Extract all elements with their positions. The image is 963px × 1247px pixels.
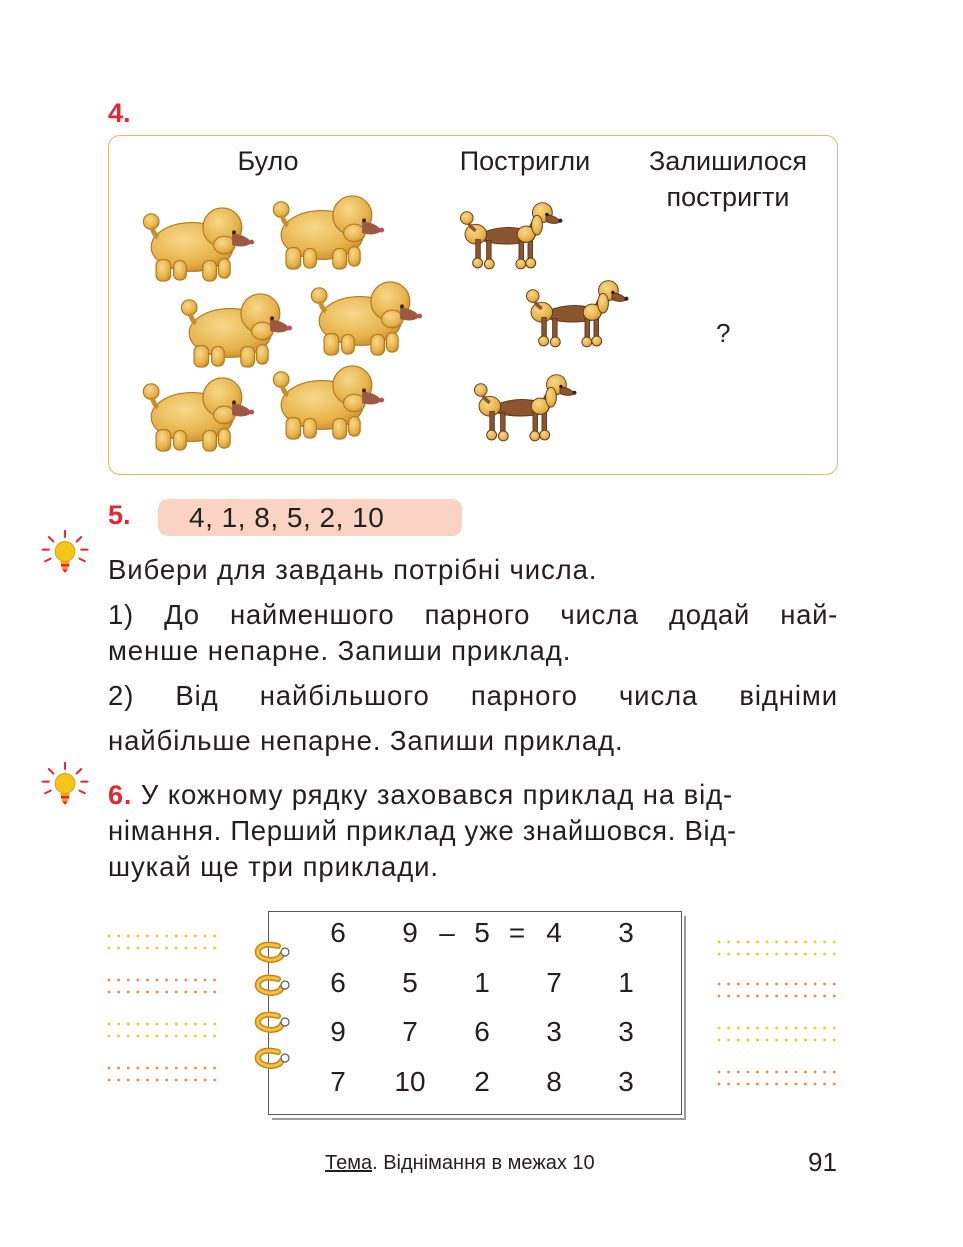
column-header-left-line1: Залишилося — [648, 146, 808, 176]
grid-cell: 3 — [618, 917, 634, 948]
decor-dot — [136, 935, 139, 938]
column-header-was: Було — [237, 146, 299, 176]
decor-dot — [184, 947, 187, 950]
decor-dot — [814, 1039, 817, 1042]
decor-dot — [184, 935, 187, 938]
decor-dot — [823, 1039, 826, 1042]
grid-cell: 5 — [402, 967, 418, 998]
decor-dot — [165, 1023, 168, 1026]
decor-dot — [175, 991, 178, 994]
poodle-unshorn-1 — [138, 206, 256, 284]
decor-dot — [746, 983, 749, 986]
footer-topic — [325, 1152, 595, 1175]
decor-dot — [204, 1067, 207, 1070]
decor-dot — [146, 1079, 149, 1082]
decor-dot — [136, 1067, 139, 1070]
decor-dot — [184, 979, 187, 982]
dot-decoration-left — [106, 930, 222, 1088]
decor-dot — [775, 1039, 778, 1042]
decor-dot — [727, 1027, 730, 1030]
decor-dot — [823, 941, 826, 944]
decor-dot — [165, 1035, 168, 1038]
decor-dot — [127, 947, 130, 950]
grid-cell: 6 — [474, 1016, 490, 1047]
decor-dot — [194, 1067, 197, 1070]
decor-dot — [775, 1027, 778, 1030]
decor-dot — [117, 935, 120, 938]
spiral-ring-icon — [252, 940, 292, 964]
decor-dot — [204, 979, 207, 982]
decor-dot — [833, 995, 836, 998]
decor-dot — [746, 995, 749, 998]
task-5-item1-line2: менше непарне. Запиши приклад. — [108, 635, 572, 666]
decor-dot — [108, 1023, 111, 1026]
grid-cell: – — [439, 917, 455, 948]
decor-dot — [184, 1079, 187, 1082]
decor-dot — [175, 1079, 178, 1082]
decor-dot — [127, 1023, 130, 1026]
task-5-number: 5. — [108, 500, 131, 530]
decor-dot — [756, 1071, 759, 1074]
decor-dot — [184, 1023, 187, 1026]
decor-dot — [718, 1071, 721, 1074]
decor-dot — [718, 941, 721, 944]
decor-dot — [146, 991, 149, 994]
decor-dot — [746, 1027, 749, 1030]
decor-dot — [814, 1083, 817, 1086]
decor-dot — [756, 995, 759, 998]
decor-dot — [794, 1027, 797, 1030]
poodle-shorn-3 — [470, 370, 578, 446]
decor-dot — [156, 1035, 159, 1038]
grid-cell: 6 — [330, 917, 346, 948]
decor-dot — [108, 1035, 111, 1038]
word: найбільшого — [259, 680, 430, 711]
grid-cell: 6 — [330, 967, 346, 998]
decor-dot — [213, 991, 216, 994]
decor-dot — [766, 1039, 769, 1042]
decor-dot — [213, 1035, 216, 1038]
decor-dot — [785, 1071, 788, 1074]
grid-cell: 3 — [618, 1016, 634, 1047]
decor-dot — [156, 1067, 159, 1070]
decor-dot — [727, 983, 730, 986]
grid-cell: 7 — [330, 1066, 346, 1097]
column-header-left-line2: постригти — [666, 182, 790, 212]
decor-dot — [794, 1039, 797, 1042]
decor-dot — [194, 979, 197, 982]
decor-dot — [146, 935, 149, 938]
decor-dot — [785, 1039, 788, 1042]
decor-dot — [737, 983, 740, 986]
decor-dot — [117, 1067, 120, 1070]
decor-dot — [127, 1079, 130, 1082]
decor-dot — [117, 991, 120, 994]
decor-dot — [746, 1071, 749, 1074]
decor-dot — [823, 1071, 826, 1074]
decor-dot — [184, 991, 187, 994]
decor-dot — [136, 1035, 139, 1038]
decor-dot — [833, 1083, 836, 1086]
decor-dot — [804, 995, 807, 998]
decor-dot — [213, 1023, 216, 1026]
decor-dot — [804, 1071, 807, 1074]
decor-dot — [156, 979, 159, 982]
task-6-line1-text: У кожному рядку заховався приклад на від- — [140, 779, 734, 810]
decor-dot — [775, 1071, 778, 1074]
decor-dot — [727, 1039, 730, 1042]
decor-dot — [156, 935, 159, 938]
decor-dot — [727, 941, 730, 944]
spiral-ring-icon — [252, 973, 292, 997]
decor-dot — [204, 947, 207, 950]
grid-cell: 4 — [546, 917, 562, 948]
decor-dot — [127, 1035, 130, 1038]
decor-dot — [213, 947, 216, 950]
grid-cell: 9 — [402, 917, 418, 948]
decor-dot — [213, 935, 216, 938]
task-6-line2: німання. Перший приклад уже знайшовся. Від- — [108, 815, 737, 846]
decor-dot — [814, 1071, 817, 1074]
decor-dot — [794, 1083, 797, 1086]
task-6-line1 — [108, 776, 838, 814]
decor-dot — [136, 1023, 139, 1026]
decor-dot — [775, 1083, 778, 1086]
decor-dot — [727, 1083, 730, 1086]
decor-dot — [718, 1083, 721, 1086]
decor-dot — [737, 941, 740, 944]
spiral-ring-icon — [252, 1010, 292, 1034]
decor-dot — [204, 1035, 207, 1038]
decor-dot — [794, 983, 797, 986]
word: Від — [175, 680, 219, 711]
decor-dot — [814, 941, 817, 944]
decor-dot — [785, 995, 788, 998]
decor-dot — [194, 935, 197, 938]
decor-dot — [804, 941, 807, 944]
word: 2) — [108, 680, 135, 711]
decor-dot — [108, 991, 111, 994]
decor-dot — [737, 1039, 740, 1042]
grid-cell: 10 — [394, 1066, 426, 1097]
decor-dot — [785, 1083, 788, 1086]
grid-cell: 1 — [474, 967, 490, 998]
decor-dot — [204, 935, 207, 938]
decor-dot — [823, 995, 826, 998]
decor-dot — [194, 1079, 197, 1082]
task-5-item2-line1 — [108, 677, 838, 714]
decor-dot — [146, 979, 149, 982]
decor-dot — [804, 1083, 807, 1086]
decor-dot — [108, 1079, 111, 1082]
decor-dot — [194, 991, 197, 994]
decor-dot — [766, 1027, 769, 1030]
number-set: 4, 1, 8, 5, 2, 10 — [189, 502, 385, 533]
decor-dot — [175, 979, 178, 982]
decor-dot — [146, 1067, 149, 1070]
decor-dot — [108, 1067, 111, 1070]
grid-cell: 5 — [474, 917, 490, 948]
decor-dot — [823, 983, 826, 986]
decor-dot — [746, 1039, 749, 1042]
decor-dot — [127, 935, 130, 938]
decor-dot — [136, 991, 139, 994]
decor-dot — [833, 983, 836, 986]
decor-dot — [127, 1067, 130, 1070]
decor-dot — [814, 995, 817, 998]
decor-dot — [756, 1083, 759, 1086]
grid-cell: 8 — [546, 1066, 562, 1097]
poodle-shorn-2 — [522, 276, 630, 352]
decor-dot — [204, 991, 207, 994]
task-6-line3: шукай ще три приклади. — [108, 851, 439, 882]
decor-dot — [756, 953, 759, 956]
decor-dot — [718, 995, 721, 998]
decor-dot — [156, 991, 159, 994]
decor-dot — [718, 1027, 721, 1030]
decor-dot — [146, 947, 149, 950]
lightbulb-icon — [38, 760, 92, 814]
decor-dot — [127, 991, 130, 994]
decor-dot — [146, 1023, 149, 1026]
decor-dot — [117, 1079, 120, 1082]
decor-dot — [756, 1027, 759, 1030]
decor-dot — [108, 947, 111, 950]
decor-dot — [194, 1035, 197, 1038]
decor-dot — [146, 1035, 149, 1038]
decor-dot — [718, 953, 721, 956]
grid-cell: 9 — [330, 1016, 346, 1047]
decor-dot — [727, 953, 730, 956]
decor-dot — [737, 953, 740, 956]
task-5-intro: Вибери для завдань потрібні числа. — [108, 554, 598, 585]
decor-dot — [117, 1023, 120, 1026]
footer-topic-text: . Віднімання в межах 10 — [372, 1152, 595, 1174]
decor-dot — [804, 953, 807, 956]
decor-dot — [794, 941, 797, 944]
decor-dot — [775, 995, 778, 998]
decor-dot — [165, 935, 168, 938]
decor-dot — [127, 979, 130, 982]
decor-dot — [785, 941, 788, 944]
decor-dot — [175, 1023, 178, 1026]
decor-dot — [117, 979, 120, 982]
decor-dot — [775, 941, 778, 944]
decor-dot — [785, 953, 788, 956]
column-header-sheared: Постригли — [459, 146, 591, 176]
task-5-item1-line1: 1) До найменшого парного числа додай най- — [108, 599, 838, 630]
decor-dot — [213, 1067, 216, 1070]
grid-cell: 7 — [402, 1016, 418, 1047]
decor-dot — [184, 1035, 187, 1038]
decor-dot — [175, 935, 178, 938]
decor-dot — [775, 953, 778, 956]
decor-dot — [165, 1067, 168, 1070]
grid-cell: 7 — [546, 967, 562, 998]
decor-dot — [737, 995, 740, 998]
question-mark: ? — [716, 318, 731, 348]
decor-dot — [794, 1071, 797, 1074]
decor-dot — [756, 1039, 759, 1042]
number-set-box — [158, 499, 462, 536]
decor-dot — [117, 1035, 120, 1038]
decor-dot — [794, 953, 797, 956]
decor-dot — [117, 947, 120, 950]
decor-dot — [165, 947, 168, 950]
decor-dot — [766, 983, 769, 986]
decor-dot — [794, 995, 797, 998]
decor-dot — [804, 1027, 807, 1030]
word: парного — [470, 680, 578, 711]
decor-dot — [746, 1083, 749, 1086]
footer-topic-label: Тема — [325, 1152, 373, 1174]
grid-cell: 3 — [546, 1016, 562, 1047]
decor-dot — [804, 1039, 807, 1042]
decor-dot — [823, 953, 826, 956]
decor-dot — [766, 953, 769, 956]
decor-dot — [756, 941, 759, 944]
decor-dot — [746, 953, 749, 956]
decor-dot — [136, 1079, 139, 1082]
spiral-ring-icon — [252, 1046, 292, 1070]
grid-cell: 1 — [618, 967, 634, 998]
decor-dot — [204, 1079, 207, 1082]
poodle-unshorn-4 — [306, 280, 424, 358]
decor-dot — [213, 979, 216, 982]
decor-dot — [814, 1027, 817, 1030]
poodle-unshorn-6 — [268, 364, 386, 442]
decor-dot — [175, 947, 178, 950]
decor-dot — [108, 935, 111, 938]
decor-dot — [804, 983, 807, 986]
decor-dot — [108, 979, 111, 982]
decor-dot — [814, 953, 817, 956]
decor-dot — [737, 1027, 740, 1030]
decor-dot — [737, 1071, 740, 1074]
decor-dot — [727, 1071, 730, 1074]
task-4-number: 4. — [108, 98, 131, 128]
poodle-unshorn-3 — [176, 292, 294, 370]
poodle-unshorn-5 — [138, 376, 256, 454]
decor-dot — [165, 979, 168, 982]
decor-dot — [814, 983, 817, 986]
word: числа — [618, 680, 699, 711]
decor-dot — [746, 941, 749, 944]
grid-cell: 3 — [618, 1066, 634, 1097]
task-6-number: 6. — [108, 780, 133, 810]
decor-dot — [718, 983, 721, 986]
decor-dot — [833, 953, 836, 956]
decor-dot — [727, 995, 730, 998]
decor-dot — [737, 1083, 740, 1086]
decor-dot — [823, 1027, 826, 1030]
decor-dot — [833, 1039, 836, 1042]
decor-dot — [756, 983, 759, 986]
decor-dot — [165, 1079, 168, 1082]
decor-dot — [775, 983, 778, 986]
grid-cell: = — [508, 917, 526, 948]
poodle-unshorn-2 — [268, 194, 386, 272]
decor-dot — [766, 1083, 769, 1086]
decor-dot — [156, 1079, 159, 1082]
decor-dot — [204, 1023, 207, 1026]
decor-dot — [213, 1079, 216, 1082]
decor-dot — [156, 1023, 159, 1026]
decor-dot — [785, 983, 788, 986]
decor-dot — [833, 1027, 836, 1030]
decor-dot — [194, 947, 197, 950]
poodle-shorn-1 — [456, 198, 564, 274]
decor-dot — [175, 1067, 178, 1070]
lightbulb-icon — [38, 528, 92, 582]
decor-dot — [165, 991, 168, 994]
word: відніми — [739, 680, 838, 711]
decor-dot — [718, 1039, 721, 1042]
decor-dot — [136, 979, 139, 982]
decor-dot — [766, 995, 769, 998]
decor-dot — [766, 941, 769, 944]
page-number: 91 — [808, 1147, 837, 1177]
task-5-item2-line2: найбільше непарне. Запиши приклад. — [108, 725, 624, 756]
grid-cell: 2 — [474, 1066, 490, 1097]
decor-dot — [156, 947, 159, 950]
decor-dot — [833, 941, 836, 944]
decor-dot — [823, 1083, 826, 1086]
decor-dot — [184, 1067, 187, 1070]
decor-dot — [766, 1071, 769, 1074]
decor-dot — [194, 1023, 197, 1026]
dot-decoration-right — [716, 936, 842, 1092]
decor-dot — [833, 1071, 836, 1074]
decor-dot — [175, 1035, 178, 1038]
decor-dot — [136, 947, 139, 950]
decor-dot — [785, 1027, 788, 1030]
